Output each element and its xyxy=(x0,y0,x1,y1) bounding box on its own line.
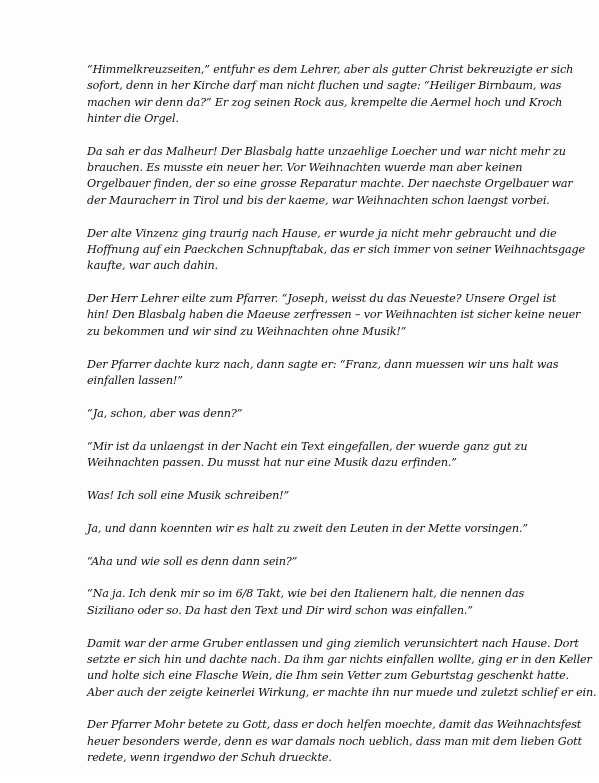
text-line: Siziliano oder so. Da hast den Text und Dir wird schon was einfallen.” xyxy=(87,603,473,617)
text-line: Was! Ich soll eine Musik schreiben!” xyxy=(87,488,290,502)
paragraph-5 xyxy=(87,357,559,390)
paragraph-2 xyxy=(87,144,573,209)
paragraph-6 xyxy=(87,406,527,422)
paragraph-12 xyxy=(87,636,597,701)
text-line: Der alte Vinzenz ging traurig nach Hause, er wurde ja nicht mehr gebraucht und die xyxy=(87,226,557,240)
text-line: Der Pfarrer Mohr betete zu Gott, dass er doch helfen moechte, damit das Weihnachtsfest xyxy=(87,718,582,732)
text-line: Damit war der arme Gruber entlassen und ging ziemlich verunsichtert nach Hause. Dort xyxy=(87,636,579,650)
paragraph-3 xyxy=(87,226,585,275)
paragraph-8 xyxy=(87,488,527,504)
text-line: hinter die Orgel. xyxy=(87,111,179,125)
text-line: zu bekommen und wir sind zu Weihnachten ohne Musik!” xyxy=(87,324,407,338)
text-line: Ja, und dann koennten wir es halt zu zweit den Leuten in der Mette vorsingen.” xyxy=(87,521,528,535)
paragraph-11 xyxy=(87,586,527,619)
body-text xyxy=(87,62,597,783)
text-line: einfallen lassen!” xyxy=(87,373,183,387)
paragraph-13 xyxy=(87,717,582,766)
text-line: “Ja, schon, aber was denn?” xyxy=(87,406,243,420)
text-line: setzte er sich hin und dachte nach. Da ihm gar nichts einfallen wollte, ging er in den Keller xyxy=(87,652,592,666)
text-line: “Mir ist da unlaengst in der Nacht ein Text eingefallen, der wuerde ganz gut zu xyxy=(87,439,528,453)
text-line: Da sah er das Malheur! Der Blasbalg hatte unzaehlige Loecher und war nicht mehr zu xyxy=(87,144,566,158)
paragraph-10 xyxy=(87,554,527,570)
text-line: und holte sich eine Flasche Wein, die Ihm sein Vetter zum Geburtstag geschenkt hatte. xyxy=(87,669,569,683)
text-line: “Himmelkreuzseiten,” entfuhr es dem Lehrer, aber als gutter Christ bekreuzigte er sich xyxy=(87,63,574,76)
text-line: Weihnachten passen. Du musst hat nur eine Musik dazu erfinden.” xyxy=(87,455,457,469)
text-line: kaufte, war auch dahin. xyxy=(87,259,219,273)
text-line: brauchen. Es musste ein neuer her. Vor Weihnachten wuerde man aber keinen xyxy=(87,161,523,175)
text-line: Der Pfarrer dachte kurz nach, dann sagte er: “Franz, dann muessen wir uns halt was xyxy=(87,357,559,371)
text-line: Hoffnung auf ein Paeckchen Schnupftabak, das er sich immer von seiner Weihnachtsgage xyxy=(87,242,585,256)
paragraph-4 xyxy=(87,291,581,340)
text-line: machen wir denn da?” Er zog seinen Rock aus, krempelte die Aermel hoch und Kroch xyxy=(87,95,563,109)
text-line: der Mauracherr in Tirol und bis der kaeme, war Weihnachten schon laengst vorbei. xyxy=(87,193,550,207)
text-line: “Aha und wie soll es denn dann sein?” xyxy=(87,554,298,568)
text-line: Der Herr Lehrer eilte zum Pfarrer. “Joseph, weisst du das Neueste? Unsere Orgel ist xyxy=(87,292,557,306)
paragraph-9 xyxy=(87,521,527,537)
paragraph-1 xyxy=(87,62,574,127)
text-line: Orgelbauer finden, der so eine grosse Reparatur machte. Der naechste Orgelbauer war xyxy=(87,177,573,191)
text-line: Aber auch der zeigte keinerlei Wirkung, er machte ihn nur muede und zuletzt schlief er ein. xyxy=(87,685,597,699)
text-line: heuer besonders werde, denn es war damals noch ueblich, dass man mit dem lieben Gott xyxy=(87,734,582,748)
text-line: “Na ja. Ich denk mir so im 6/8 Takt, wie bei den Italienern halt, die nennen das xyxy=(87,587,525,601)
paragraph-7 xyxy=(87,439,527,472)
text-line: hin! Den Blasbalg haben die Maeuse zerfressen – vor Weihnachten ist sicher keine neuer xyxy=(87,308,581,322)
text-line: redete, wenn irgendwo der Schuh drueckte. xyxy=(87,751,332,765)
text-line: sofort, denn in her Kirche darf man nicht fluchen und sagte: “Heiliger Birnbaum, was xyxy=(87,79,562,93)
